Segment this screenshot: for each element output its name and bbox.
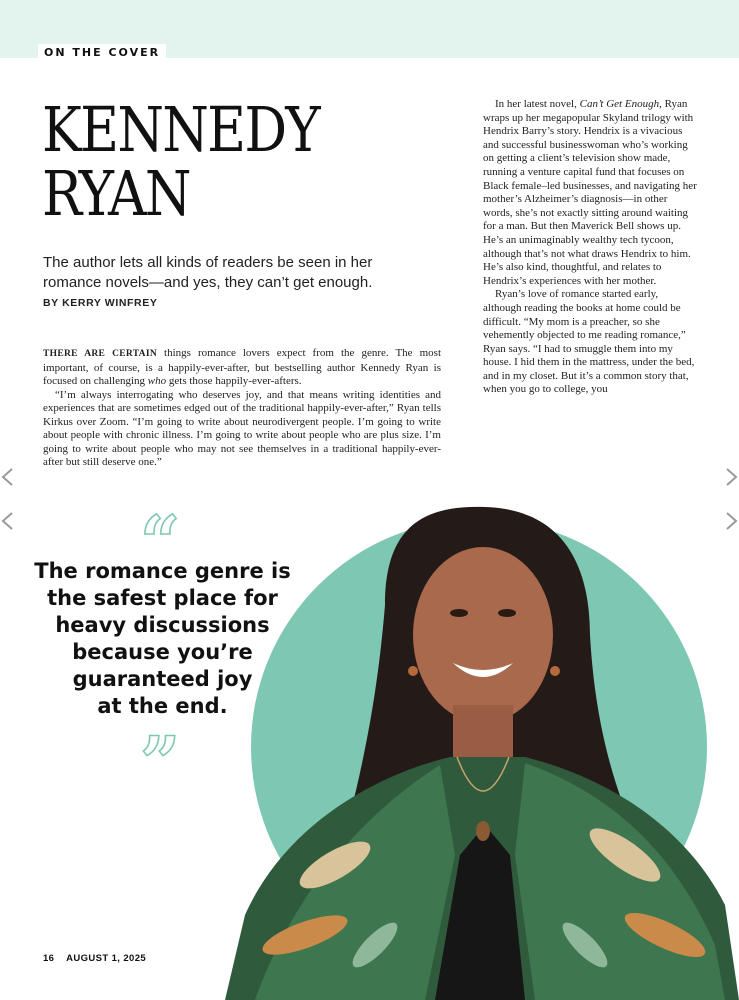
chevron-left-icon[interactable]: [0, 467, 14, 487]
chevron-right-icon[interactable]: [725, 511, 739, 531]
body-paragraph: Ryan’s love of romance started early, although reading the books at home could be difficult. “My mom is a preacher, so she vehemently objected to me reading romance,” Ryan says. “I had to smuggle them into my house. I hid them in the mattress, under the bed, and in my closet. But it’s a common story that, when you go to college, you: [483, 288, 695, 396]
issue-date: AUGUST 1, 2025: [66, 953, 147, 964]
close-quote-icon: ”: [140, 721, 181, 804]
body-paragraph: In her latest novel, Can’t Get Enough, Ryan wraps up her megapopular Skyland trilogy with Hendrix Barry’s story. Hendrix is a vivacious and successful businesswoman who’s working on getting a client’s television show made, running a venture capital fund that focuses on Black female–led businesses, and navigating her mother’s Alzheimer’s diagnosis—in other words, she’s not exactly sitting around waiting for a man. But then Maverick Bell shows up. He’s an unimaginably wealthy tech tycoon, although that’s not what draws Hendrix to him. He’s also kind, thoughtful, and relates to Hendrix’s experiences with her mother.: [483, 98, 697, 287]
neck: [453, 705, 513, 765]
folio: [43, 953, 155, 964]
byline: BY KERRY WINFREY: [43, 297, 158, 309]
page-number: 16: [43, 953, 55, 964]
headline: [42, 93, 403, 230]
section-tag: ON THE COVER: [38, 44, 166, 62]
pull-quote-line: heavy discussions: [55, 613, 270, 637]
pendant: [476, 821, 490, 841]
chevron-right-icon[interactable]: [725, 467, 739, 487]
pull-quote-line: at the end.: [97, 694, 228, 718]
earring: [550, 666, 560, 676]
face: [413, 547, 553, 723]
pull-quote-line: guaranteed joy: [72, 667, 253, 691]
body-column-left: [43, 347, 441, 470]
eye: [450, 609, 468, 617]
body-paragraph: “I’m always interrogating who deserves joy, and that means writing identities and experiences that are sometimes edged out of the traditional happily-ever-after,” Ryan tells Kirkus over Zoom. “I’m going to write about neurodivergent people. I’m going to write about people with chronic illness. I’m going to write about people who are plus size. I’m going to write about people who may not see themselves in a traditional happily-ever-after but still deserve one.”: [43, 388, 441, 468]
pull-quote-line: The romance genre is: [34, 559, 291, 583]
pull-quote-line: because you’re: [72, 640, 253, 664]
body-column-right: [483, 98, 699, 397]
lead-in: THERE ARE CERTAIN: [43, 349, 157, 359]
body-paragraph: THERE ARE CERTAIN things romance lovers expect from the genre. The most important, of course, is a happily-ever-after, but bestselling author Kennedy Ryan is focused on challenging who gets those happily-ever-afters.: [43, 347, 441, 387]
open-quote-icon: “: [140, 500, 181, 583]
pull-quote-line: the safest place for: [47, 586, 278, 610]
earring: [408, 666, 418, 676]
headline-line-1: KENNEDY: [42, 93, 319, 166]
chevron-left-icon[interactable]: [0, 511, 14, 531]
author-portrait: [225, 495, 739, 1000]
dek: The author lets all kinds of readers be seen in her romance novels—and yes, they can’t get enough.: [43, 254, 373, 291]
book-title: Can’t Get Enough: [579, 98, 660, 110]
eye: [498, 609, 516, 617]
headline-line-2: RYAN: [42, 157, 190, 230]
